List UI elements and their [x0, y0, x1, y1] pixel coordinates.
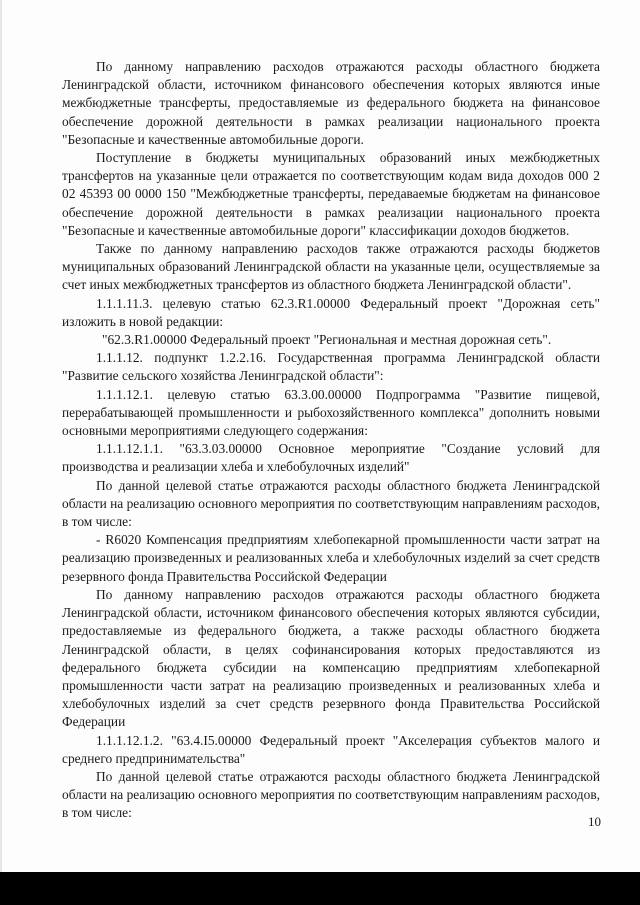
- paragraph-8: 1.1.1.12.1.1. "63.3.03.00000 Основное мероприятие "Создание условий для производства и реализации хлеба и хлебобулочных изделий": [62, 441, 600, 475]
- paragraph-7: 1.1.1.12.1. целевую статью 63.3.00.00000 Подпрограмма "Развитие пищевой, перерабатывающей промышленности и рыбохозяйственного комплекса" дополнить новыми основными мероприятиями следующего содержания:: [62, 386, 600, 439]
- scan-bottom-border: [0, 872, 640, 905]
- paragraph-13: По данной целевой статье отражаются расходы областного бюджета Ленинградской области на реализацию основного мероприятия по соответствующим направлениям расходов, в том числе:: [62, 768, 600, 821]
- scan-edge-left: [0, 0, 2, 872]
- document-body: [62, 58, 600, 823]
- paragraph-12: 1.1.1.12.1.2. "63.4.I5.00000 Федеральный проект "Акселерация субъектов малого и среднего предпринимательства": [62, 732, 600, 766]
- page-number: 10: [588, 814, 601, 829]
- paragraph-3: Также по данному направлению расходов также отражаются расходы бюджетов муниципальных образований Ленинградской области на указанные цели, осуществляемые за счет иных межбюджетных трансфертов из областного бюджета Ленинградской области".: [62, 241, 600, 293]
- paragraph-5: "62.3.R1.00000 Федеральный проект "Региональная и местная дорожная сеть".: [102, 332, 552, 348]
- paragraph-4: 1.1.1.11.3. целевую статью 62.3.R1.00000 Федеральный проект "Дорожная сеть" изложить в новой редакции:: [62, 295, 600, 329]
- paragraph-6: 1.1.1.12. подпункт 1.2.2.16. Государственная программа Ленинградской области "Развитие сельского хозяйства Ленинградской области":: [62, 350, 600, 384]
- paragraph-10: - R6020 Компенсация предприятиям хлебопекарной промышленности части затрат на реализацию произведенных и реализованных хлеба и хлебобулочных изделий за счет средств резервного фонда Правительства Российской Федерации: [62, 532, 600, 584]
- paragraph-9: По данной целевой статье отражаются расходы областного бюджета Ленинградской области на реализацию основного мероприятия по соответствующим направлениям расходов, в том числе:: [62, 477, 600, 530]
- paragraph-2: Поступление в бюджеты муниципальных образований иных межбюджетных трансфертов на указанные цели отражается по соответствующим кодам вида доходов 000 2 02 45393 00 0000 150 "Межбюджетные трансферты, передаваемые бюджетам на финансовое обеспечение дорожной деятельности в рамках реализации национального проекта "Безопасные и качественные автомобильные дороги" классификации доходов бюджетов.: [62, 150, 600, 238]
- paragraph-1: По данному направлению расходов отражаются расходы областного бюджета Ленинградской области, источником финансового обеспечения которых являются иные межбюджетные трансферты, предоставляемые из федерального бюджета на финансовое обеспечение дорожной деятельности в рамках реализации национального проекта "Безопасные и качественные автомобильные дороги.: [62, 59, 600, 147]
- paragraph-11: По данному направлению расходов отражаются расходы областного бюджета Ленинградской области, источником финансового обеспечения которых являются субсидии, предоставляемые из федерального бюджета, а также расходы областного бюджета Ленинградской области, в целях софинансирования которых предоставляются из федерального бюджета субсидии на компенсацию предприятиям хлебопекарной промышленности части затрат на реализацию произведенных и реализованных хлеба и хлебобулочных изделий за счет средств резервного фонда Правительства Российской Федерации: [62, 586, 600, 730]
